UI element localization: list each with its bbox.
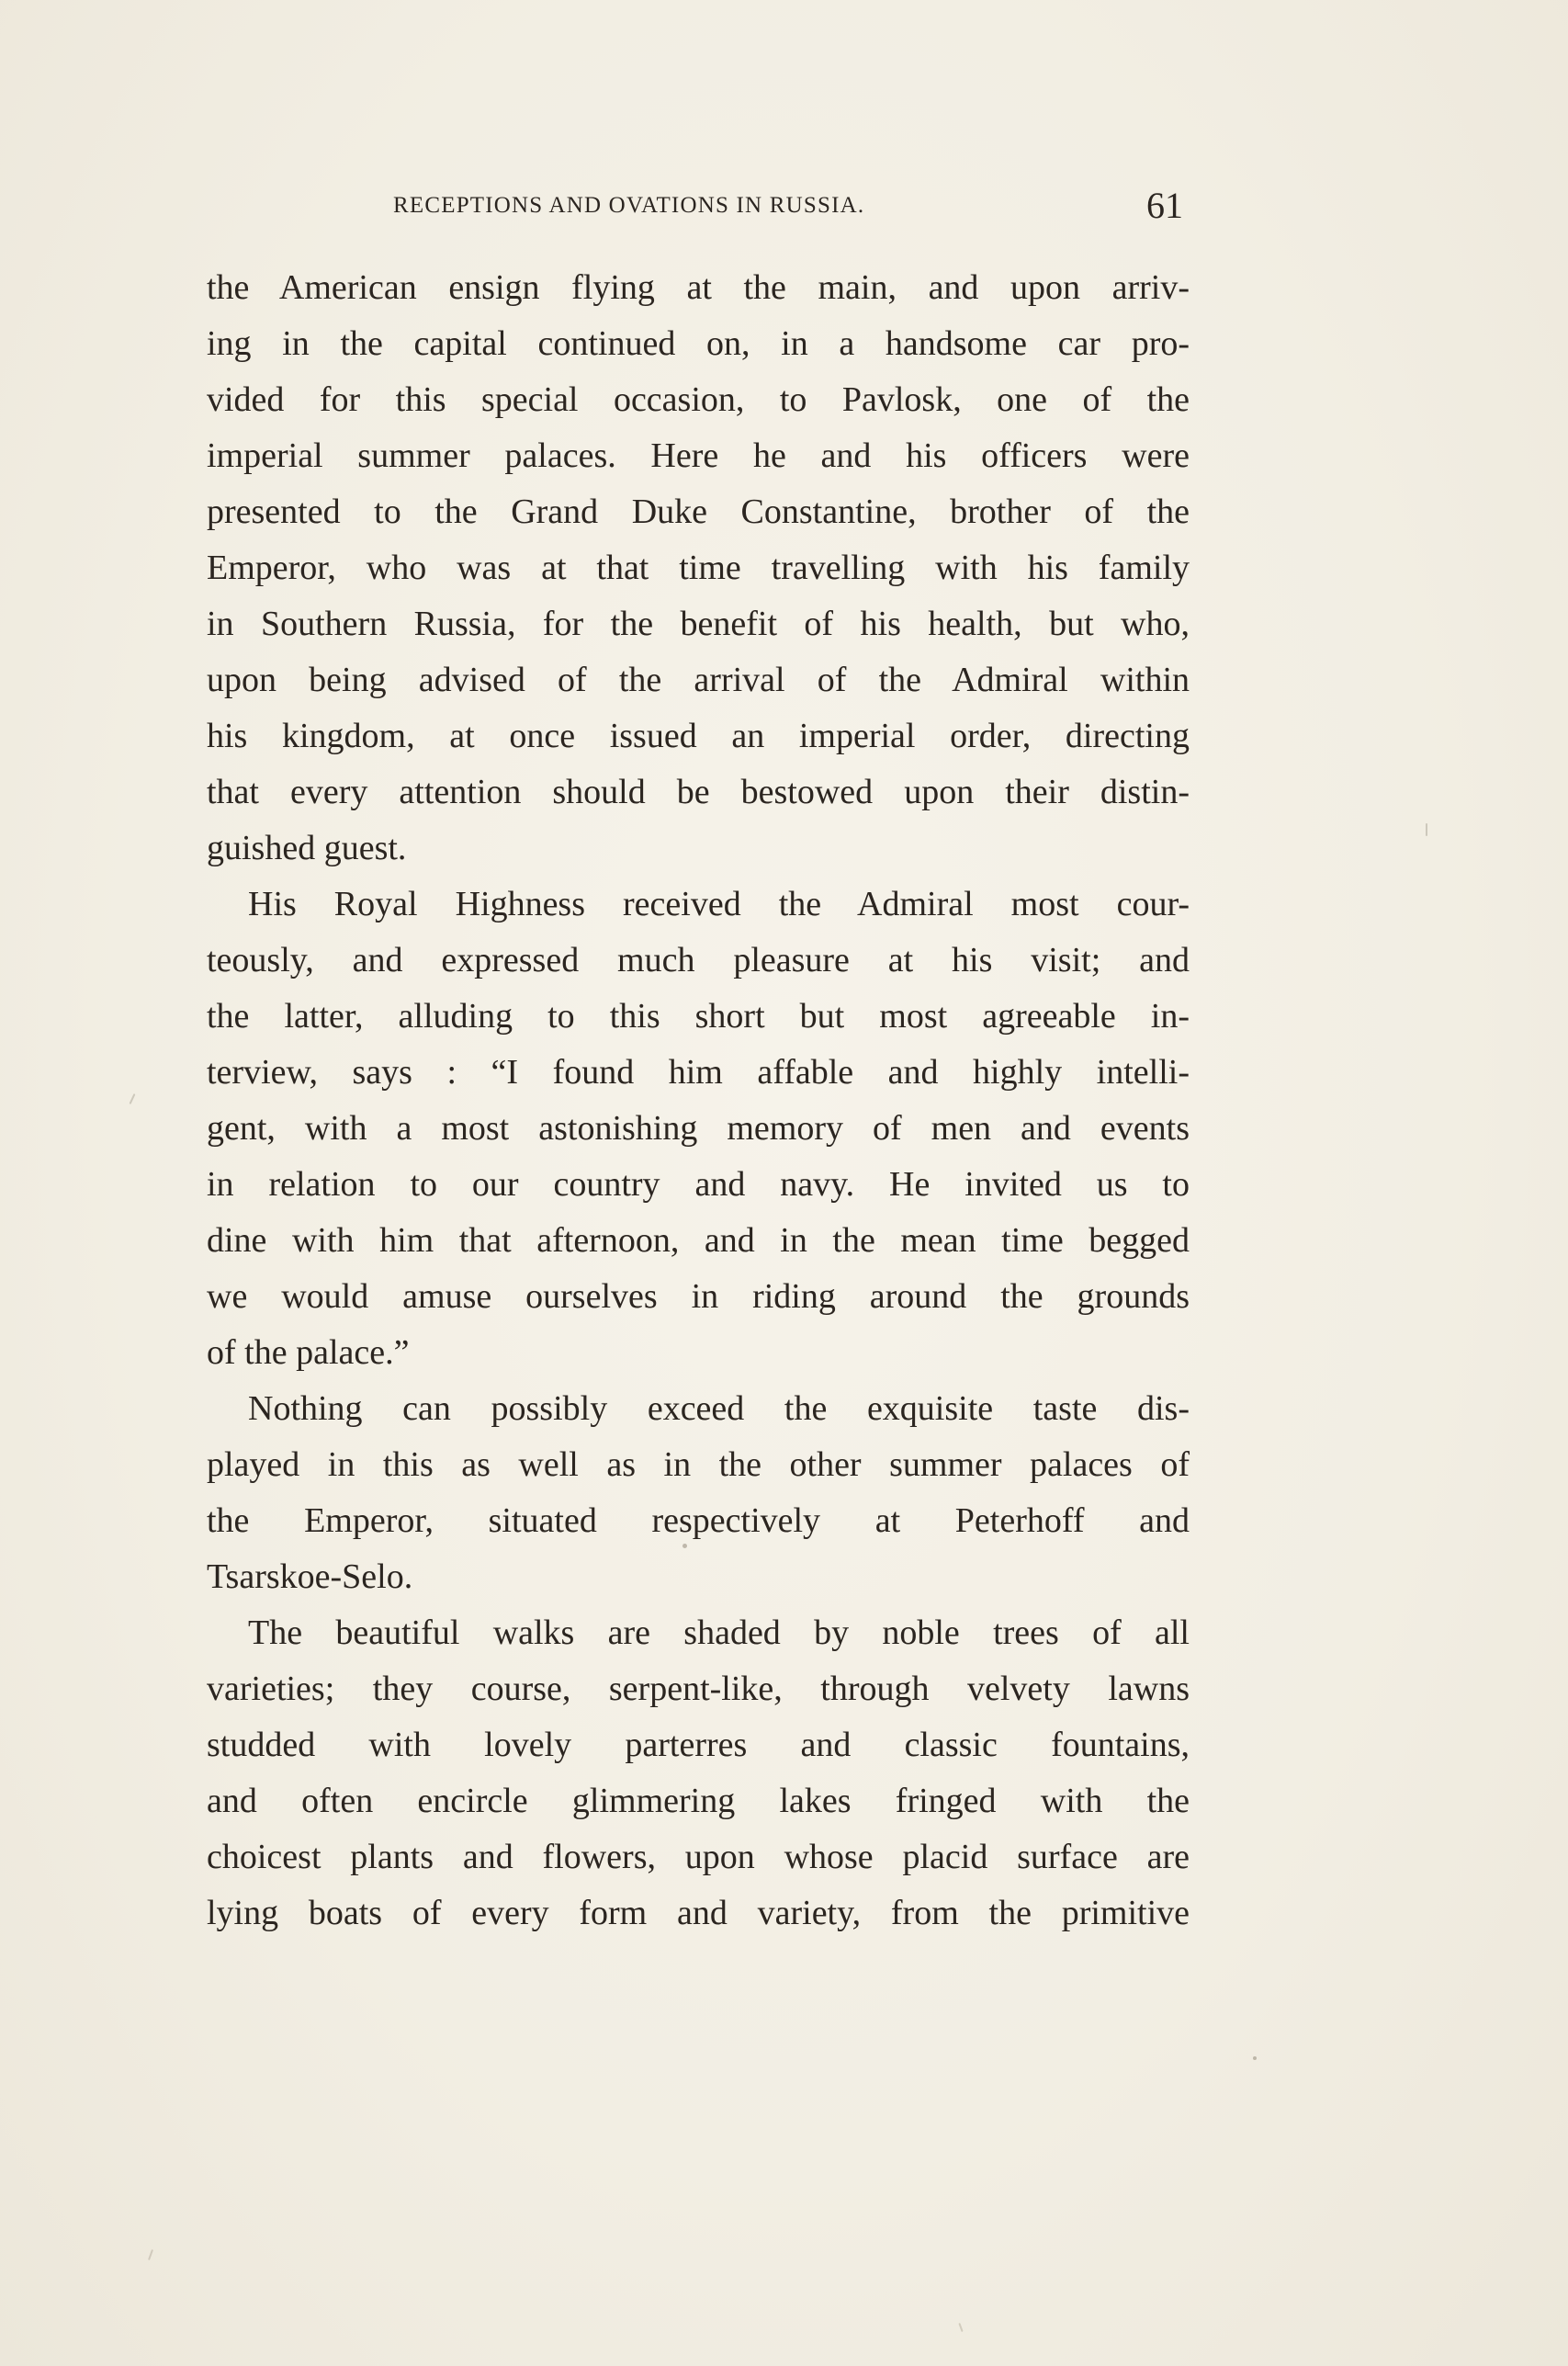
text-line: varieties; they course, serpent-like, through velvety lawns bbox=[207, 1670, 1190, 1708]
text-line: played in this as well as in the other summer palaces of bbox=[207, 1445, 1190, 1484]
text-line: teously, and expressed much pleasure at his visit; and bbox=[207, 941, 1190, 979]
paragraph-first-line: The beautiful walks are shaded by noble trees of all bbox=[248, 1613, 1190, 1652]
running-title: RECEPTIONS AND OVATIONS IN RUSSIA. bbox=[393, 193, 865, 218]
page-number: 61 bbox=[1146, 185, 1183, 226]
text-line: of the palace.” bbox=[207, 1333, 410, 1372]
paper-speck bbox=[958, 2323, 963, 2332]
text-line: the Emperor, situated respectively at Peterhoff and bbox=[207, 1501, 1190, 1540]
text-line: studded with lovely parterres and classic fountains, bbox=[207, 1726, 1190, 1764]
paper-speck bbox=[682, 1544, 687, 1548]
text-line: in Southern Russia, for the benefit of his health, but who, bbox=[207, 605, 1190, 643]
text-line: choicest plants and flowers, upon whose placid surface are bbox=[207, 1838, 1190, 1876]
text-line: vided for this special occasion, to Pavlosk, one of the bbox=[207, 380, 1190, 419]
text-line: guished guest. bbox=[207, 829, 407, 867]
running-head bbox=[0, 184, 1568, 230]
body-text bbox=[207, 260, 1190, 1941]
text-line: presented to the Grand Duke Constantine, brother of the bbox=[207, 492, 1190, 531]
text-line: gent, with a most astonishing memory of men and events bbox=[207, 1109, 1190, 1148]
paper-speck bbox=[1426, 823, 1427, 836]
text-line: dine with him that afternoon, and in the mean time begged bbox=[207, 1221, 1190, 1260]
text-line: upon being advised of the arrival of the Admiral within bbox=[207, 661, 1190, 699]
text-line: lying boats of every form and variety, from the primitive bbox=[207, 1894, 1190, 1932]
paragraph-first-line: Nothing can possibly exceed the exquisite taste dis- bbox=[248, 1389, 1190, 1428]
text-line: we would amuse ourselves in riding around the grounds bbox=[207, 1277, 1190, 1316]
text-line: Emperor, who was at that time travelling with his family bbox=[207, 549, 1190, 587]
text-line: Tsarskoe-Selo. bbox=[207, 1557, 413, 1596]
paragraph-first-line: His Royal Highness received the Admiral most cour- bbox=[248, 885, 1190, 923]
text-line: in relation to our country and navy. He invited us to bbox=[207, 1165, 1190, 1204]
paper-speck bbox=[148, 2249, 153, 2260]
text-line: his kingdom, at once issued an imperial order, directing bbox=[207, 717, 1190, 755]
text-line: imperial summer palaces. Here he and his officers were bbox=[207, 436, 1190, 475]
paper-speck bbox=[130, 1093, 136, 1104]
text-line: and often encircle glimmering lakes fringed with the bbox=[207, 1782, 1190, 1820]
text-line: the latter, alluding to this short but most agreeable in- bbox=[207, 997, 1190, 1036]
text-line: ing in the capital continued on, in a handsome car pro- bbox=[207, 324, 1190, 363]
text-line: the American ensign flying at the main, and upon arriv- bbox=[207, 268, 1190, 307]
paper-speck bbox=[1253, 2056, 1257, 2060]
text-line: that every attention should be bestowed upon their distin- bbox=[207, 773, 1190, 811]
text-line: terview, says : “I found him affable and highly intelli- bbox=[207, 1053, 1190, 1092]
